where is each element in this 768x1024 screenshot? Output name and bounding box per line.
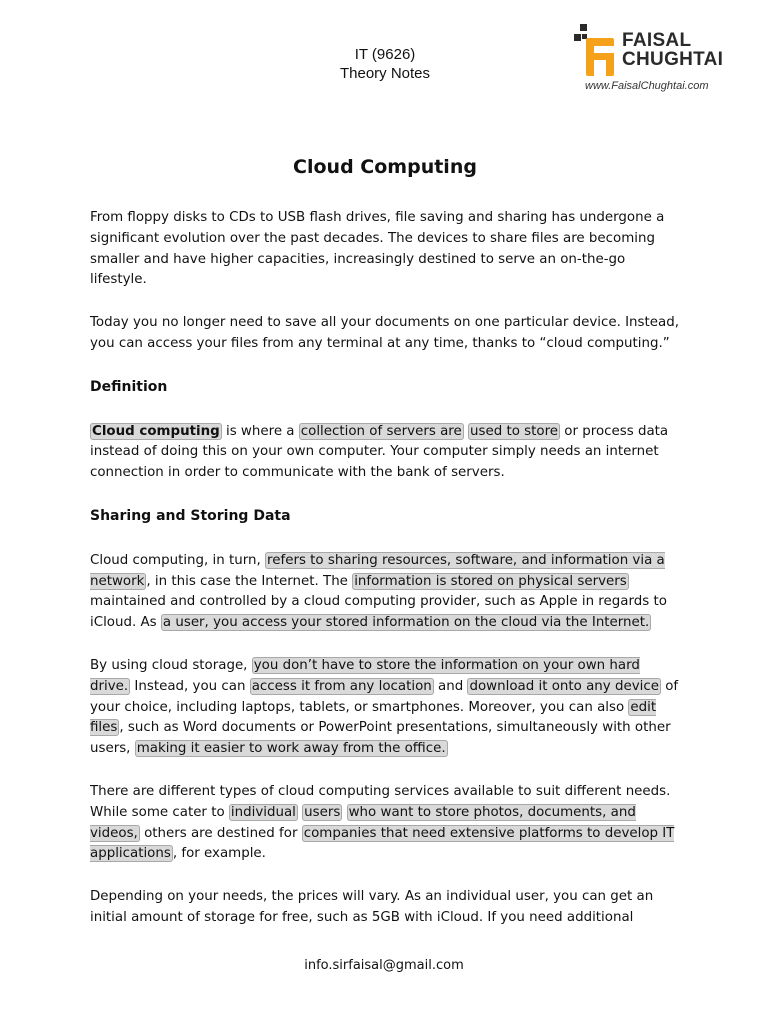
subject-subtitle: Theory Notes: [339, 65, 431, 82]
sharing-paragraph-4: Depending on your needs, the prices will vary. As an individual user, you can get an initial amount of storage for free, such as 5GB with iCloud. If you need additional: [90, 889, 654, 925]
section-heading-definition: Definition: [90, 378, 168, 395]
subject-code: IT (9626): [354, 46, 416, 63]
logo-url: www.FaisalChughtai.com: [585, 80, 709, 92]
highlight: users: [304, 804, 341, 820]
section-heading-sharing: Sharing and Storing Data: [90, 507, 291, 524]
logo-name: FAISAL CHUGHTAI: [622, 30, 724, 70]
highlight: Cloud computing: [92, 423, 220, 439]
highlight: refers to sharing resources, software, and information via a network: [90, 552, 665, 589]
highlight: individual: [230, 804, 296, 820]
highlight: companies that need extensive platforms to develop IT applications: [90, 825, 675, 862]
intro-paragraph-2: Today you no longer need to save all your documents on one particular device. Instead, you can access your files from any terminal at any time, thanks to “cloud computing.”: [90, 315, 679, 351]
definition-paragraph: Cloud computing is where a collection of servers are used to store or process data instead of doing this on your own computer. Your computer simply needs an internet connection in order to communicate with the bank of servers.: [90, 423, 669, 481]
brand-logo: [574, 22, 744, 102]
highlight: collection of servers are: [300, 423, 462, 439]
sharing-paragraph-1: Cloud computing, in turn, refers to sharing resources, software, and information via a network , in this case the Internet. The information is stored on physical servers maintained and controlled by a cloud computing provider, such as Apple in regards to iCloud. As a user, you access your stored information on the cloud via the Internet.: [90, 552, 667, 631]
intro-paragraph-1: From floppy disks to CDs to USB flash drives, file saving and sharing has undergone a significant evolution over the past decades. The devices to share files are becoming smaller and have higher capacities, increasingly destined to serve an on-the-go lifestyle.: [90, 210, 665, 288]
highlight: you don’t have to store the information on your own hard drive.: [90, 657, 640, 694]
highlight: information is stored on physical servers: [354, 573, 627, 589]
highlight: access it from any location: [251, 678, 432, 694]
highlight: used to store: [470, 423, 559, 439]
document-body: [90, 150, 680, 951]
sharing-paragraph-3: There are different types of cloud computing services available to suit different needs. While some cater to individual users who want to store photos, documents, and videos, others are destined for companies that need extensive platforms to develop IT applications , for example.: [90, 783, 675, 862]
logo-f-icon: [586, 38, 614, 76]
page-title: Cloud Computing: [293, 156, 477, 178]
highlight: a user, you access your stored information on the cloud via the Internet.: [162, 615, 650, 631]
footer-email: info.sirfaisal@gmail.com: [304, 958, 464, 973]
sharing-paragraph-2: By using cloud storage, you don’t have to store the information on your own hard drive. Instead, you can access it from any location and download it onto any device of your choice, including laptops, tablets, or smartphones. Moreover, you can also edit files , such as Word documents or PowerPoint presentations, simultaneously with other users, making it easier to work away from the office.: [90, 657, 679, 757]
highlight: who want to store photos, documents, and videos,: [90, 804, 636, 841]
highlight: making it easier to work away from the office.: [136, 741, 446, 757]
highlight: edit files: [90, 699, 657, 736]
highlight: download it onto any device: [469, 678, 659, 694]
